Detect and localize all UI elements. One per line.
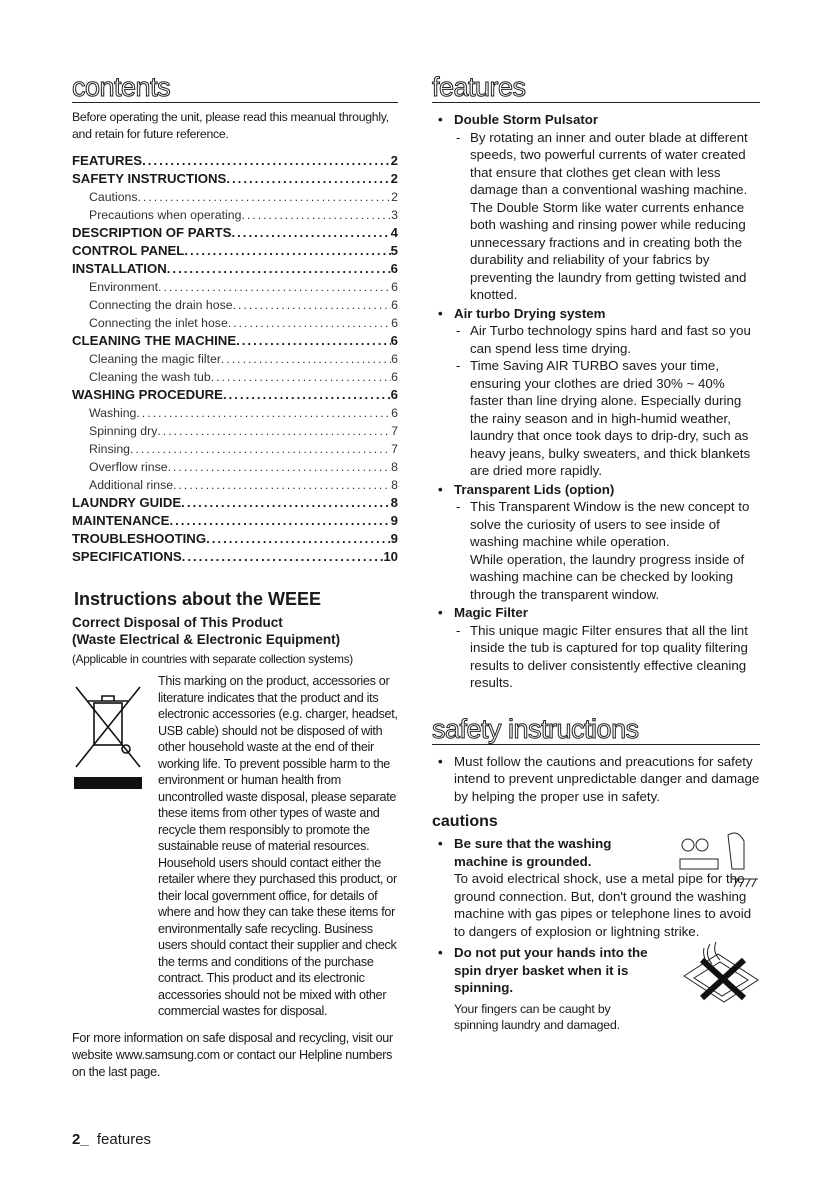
- toc-page: 8: [391, 478, 398, 492]
- right-column: [432, 72, 760, 1033]
- toc-label: SAFETY INSTRUCTIONS: [72, 171, 227, 186]
- toc-page: 9: [390, 531, 398, 546]
- feature-heading: • Magic Filter: [454, 605, 528, 620]
- feature-point: - Time Saving AIR TURBO saves your time, ensuring your clothes are dried 30% ~ 40% faster than line drying alone. Especially during the rainy season and in high-humid weather, laundry that once took days to drip-dry, such as heavy jeans, bulky sweaters, and thick blankets are dried more rapidly.: [456, 357, 760, 480]
- toc-row: [72, 278, 398, 296]
- feature-point: - Air Turbo technology spins hard and fast so you can spend less time drying.: [456, 322, 760, 357]
- toc-label: Additional rinse: [89, 478, 174, 492]
- toc-row: [72, 260, 398, 278]
- footer-section: features: [96, 1131, 152, 1148]
- toc-leader: [241, 206, 391, 224]
- toc-page: 6: [391, 280, 398, 294]
- weee-body: [72, 673, 398, 1020]
- toc-leader: [169, 512, 390, 530]
- toc-page: 6: [390, 387, 398, 402]
- toc-page: 10: [383, 549, 398, 564]
- toc-label: Overflow rinse: [89, 460, 168, 474]
- toc-leader: [173, 476, 391, 494]
- toc-label: Rinsing: [89, 442, 131, 456]
- toc-row: [72, 332, 398, 350]
- contents-title: contents: [72, 72, 398, 103]
- toc-label: Environment: [89, 280, 159, 294]
- weee-subtitle-1: Correct Disposal of This Product: [72, 615, 283, 630]
- toc-label: CLEANING THE MACHINE: [72, 333, 237, 348]
- toc-row: [72, 476, 398, 494]
- toc-leader: [206, 530, 391, 548]
- toc-label: Spinning dry: [89, 424, 158, 438]
- toc-label: Precautions when operating: [89, 208, 242, 222]
- toc-page: 2: [390, 171, 398, 186]
- toc-leader: [223, 386, 391, 404]
- toc-label: MAINTENANCE: [72, 513, 170, 528]
- toc-row: [72, 206, 398, 224]
- toc-leader: [233, 296, 392, 314]
- toc-row: [72, 368, 398, 386]
- toc-label: Connecting the inlet hose: [89, 316, 228, 330]
- weee-footer-note: For more information on safe disposal and recycling, visit our website www.samsung.com or contact our Helpline numbers on the last page.: [72, 1030, 393, 1079]
- toc-row: [72, 170, 398, 188]
- caution-grounding-text: To avoid electrical shock, use a metal pipe for the ground connection. But, don't ground the washing machine with gas pipes or telephone lines to avoid to dangers of explosion or lightning strike.: [454, 871, 752, 939]
- toc-page: 6: [391, 406, 398, 420]
- toc-page: 2: [391, 190, 398, 204]
- feature-item: [432, 305, 760, 480]
- left-column: [72, 72, 398, 1093]
- toc-row: [72, 512, 398, 530]
- toc-row: [72, 152, 398, 170]
- toc-row: [72, 224, 398, 242]
- toc-page: 6: [390, 333, 398, 348]
- toc-page: 4: [390, 225, 398, 240]
- toc-row: [72, 440, 398, 458]
- toc-leader: [184, 242, 390, 260]
- toc-page: 2: [390, 153, 398, 168]
- feature-point: - By rotating an inner and outer blade at different speeds, two powerful currents of water created that ensure that clothes get clean with less damage than a conventional washing machine. The Double Storm like water currents enhance both washing and rinsing power while reducing unnecessary fractions and in creating both the durability and reliability of your fabrics by preventing the laundry from getting twisted and knotted.: [456, 129, 760, 304]
- toc-label: CONTROL PANEL: [72, 243, 185, 258]
- toc-label: Cleaning the magic filter: [89, 352, 221, 366]
- caution-spinning: [432, 944, 760, 1033]
- toc-row: [72, 494, 398, 512]
- toc-leader: [181, 494, 390, 512]
- toc-label: LAUNDRY GUIDE: [72, 495, 182, 510]
- toc-leader: [226, 170, 390, 188]
- toc-label: FEATURES: [72, 153, 143, 168]
- toc-leader: [228, 314, 391, 332]
- toc-leader: [157, 422, 391, 440]
- caution-grounding-heading: • Be sure that the washing machine is grounded.: [454, 836, 612, 869]
- toc-row: [72, 188, 398, 206]
- feature-item: [432, 111, 760, 304]
- toc-label: SPECIFICATIONS: [72, 549, 182, 564]
- toc-label: Cleaning the wash tub: [89, 370, 211, 384]
- feature-heading: • Double Storm Pulsator: [454, 112, 599, 127]
- toc-label: Washing: [89, 406, 137, 420]
- toc-leader: [130, 440, 391, 458]
- caution-spinning-text: Your fingers can be caught by spinning laundry and damaged.: [454, 1001, 620, 1032]
- toc-page: 6: [391, 370, 398, 384]
- toc-leader: [236, 332, 391, 350]
- toc-row: [72, 458, 398, 476]
- toc-page: 7: [391, 424, 398, 438]
- safety-title: safety instructions: [432, 714, 760, 745]
- toc-row: [72, 530, 398, 548]
- hand-in-basket-illustration-icon: [680, 940, 760, 1010]
- toc-leader: [231, 224, 390, 242]
- caution-grounding: [432, 835, 760, 940]
- toc-page: 9: [390, 513, 398, 528]
- toc-row: [72, 404, 398, 422]
- toc-leader: [211, 368, 391, 386]
- toc-page: 5: [390, 243, 398, 258]
- toc-row: [72, 242, 398, 260]
- feature-point: - This unique magic Filter ensures that all the lint inside the tub is captured for top quality filtering results to deliver consistently effective cleaning results.: [456, 622, 760, 692]
- feature-item: [432, 481, 760, 604]
- toc-leader: [182, 548, 384, 566]
- toc-row: [72, 296, 398, 314]
- toc-leader: [167, 260, 391, 278]
- weee-applicability-note: (Applicable in countries with separate collection systems): [72, 652, 353, 666]
- table-of-contents: [72, 152, 398, 566]
- toc-row: [72, 548, 398, 566]
- toc-leader: [158, 278, 391, 296]
- caution-spinning-heading: • Do not put your hands into the spin dryer basket when it is spinning.: [454, 945, 648, 995]
- toc-label: TROUBLESHOOTING: [72, 531, 207, 546]
- features-list: [432, 111, 760, 692]
- feature-item: [432, 604, 760, 692]
- toc-leader: [136, 404, 391, 422]
- contents-intro: Before operating the unit, please read this meanual throughly, and retain for future reference.: [72, 110, 389, 141]
- toc-label: DESCRIPTION OF PARTS: [72, 225, 232, 240]
- weee-body-text: This marking on the product, accessories or literature indicates that the product and its electronic accessories (e.g. charger, headset, USB cable) should not be disposed of with other household waste at the end of their working life. To prevent possible harm to the environment or human health from uncontrolled waste disposal, please separate these items from other types of waste and recycle them responsibly to promote the sustainable reuse of material resources. Household users should contact either the retailer where they purchased this product, or their local government office, for details of where and how they can take these items for environmentally safe recycling. Business users should contact their supplier and check the terms and conditions of the purchase contract. This product and its electronic accessories should not be mixed with other commercial wastes for disposal.: [158, 674, 398, 1018]
- weee-title: Instructions about the WEEE: [74, 589, 322, 609]
- toc-page: 6: [391, 316, 398, 330]
- toc-row: [72, 350, 398, 368]
- page-footer: [72, 1131, 151, 1148]
- cautions-heading: cautions: [432, 813, 498, 830]
- features-title: features: [432, 72, 760, 103]
- toc-row: [72, 314, 398, 332]
- toc-page: 7: [391, 442, 398, 456]
- feature-heading: • Air turbo Drying system: [454, 305, 606, 321]
- feature-point: - This Transparent Window is the new concept to solve the curiosity of users to see inside of washing machine while operation.: [456, 498, 760, 551]
- toc-leader: [142, 152, 391, 170]
- crossed-bin-icon: [72, 681, 144, 789]
- toc-page: 6: [391, 298, 398, 312]
- toc-row: [72, 422, 398, 440]
- toc-leader: [221, 350, 391, 368]
- toc-label: Cautions: [89, 190, 138, 204]
- grounding-illustration-icon: [678, 829, 760, 893]
- feature-extra: While operation, the laundry progress inside of washing machine can be checked by looking through the transparent window.: [470, 551, 745, 602]
- safety-intro-list: [432, 753, 760, 806]
- toc-page: 6: [390, 261, 398, 276]
- weee-subtitle-2: (Waste Electrical & Electronic Equipment): [72, 632, 341, 647]
- toc-leader: [138, 188, 392, 206]
- safety-intro: • Must follow the cautions and preacutions for safety intend to prevent unpredictable danger and damage by helping the proper use in safety.: [432, 753, 760, 806]
- toc-label: INSTALLATION: [72, 261, 167, 276]
- cautions-list: [432, 835, 760, 1033]
- toc-page: 3: [391, 208, 398, 222]
- toc-page: 8: [391, 460, 398, 474]
- toc-page: 6: [391, 352, 398, 366]
- toc-label: Connecting the drain hose: [89, 298, 233, 312]
- toc-leader: [168, 458, 392, 476]
- toc-label: WASHING PROCEDURE: [72, 387, 223, 402]
- feature-heading: • Transparent Lids (option): [454, 481, 615, 497]
- toc-page: 8: [390, 495, 398, 510]
- page-number: 2_: [72, 1131, 89, 1148]
- toc-row: [72, 386, 398, 404]
